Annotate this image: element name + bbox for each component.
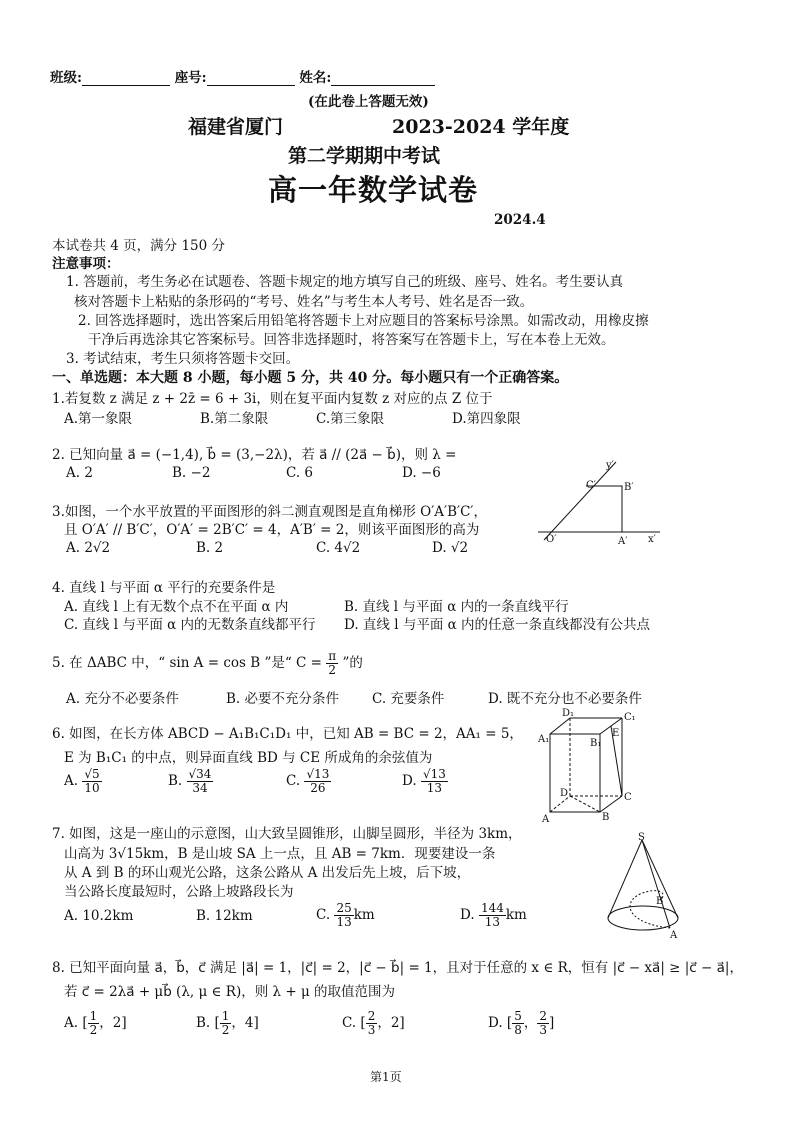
q7-option-d bbox=[460, 902, 527, 929]
q8-stem-2: 若 c⃗ = 2λa⃗ + μb⃗ (λ, μ ∈ R)，则 λ + μ 的取值范围为 bbox=[64, 984, 396, 1000]
q8-option-b bbox=[196, 1010, 259, 1037]
class-label: 班级: bbox=[50, 70, 82, 86]
q3-stem-1: 3.如图，一个水平放置的平面图形的斜二测直观图是直角梯形 O′A′B′C′， bbox=[52, 504, 487, 520]
q4-option-c: C. 直线 l 与平面 α 内的无数条直线都平行 bbox=[64, 617, 316, 633]
q7-cone-figure bbox=[600, 834, 690, 940]
q7-d-unit: km bbox=[505, 907, 527, 923]
q4-option-b: B. 直线 l 与平面 α 内的一条直线平行 bbox=[344, 599, 569, 615]
notes-heading: 注意事项： bbox=[52, 256, 120, 272]
q5-fraction bbox=[326, 650, 338, 677]
q3-label-y: y′ bbox=[606, 460, 614, 471]
q8-c-close: ，2] bbox=[377, 1015, 405, 1031]
note-3: 3. 考试结束，考生只须将答题卡交回。 bbox=[66, 351, 300, 367]
q6-label-d1: D₁ bbox=[562, 708, 575, 719]
q3-label-a: A′ bbox=[618, 536, 628, 547]
q6-d-den: 13 bbox=[426, 781, 443, 795]
answer-notice: (在此卷上答题无效) bbox=[308, 94, 429, 110]
q8-b-open: B. [ bbox=[196, 1015, 220, 1031]
q8-option-d bbox=[488, 1010, 554, 1037]
q6-c-den: 26 bbox=[310, 781, 326, 795]
q6-b-letter: B. bbox=[168, 773, 183, 789]
q8-a-open: A. [ bbox=[64, 1015, 88, 1031]
q4-option-a: A. 直线 l 上有无数个点不在平面 α 内 bbox=[64, 599, 289, 615]
q6-label-c1: C₁ bbox=[624, 712, 636, 723]
q7-c-letter: C. bbox=[316, 907, 331, 923]
q8-d-close: ] bbox=[548, 1015, 555, 1031]
q8-b-den: 2 bbox=[221, 1023, 230, 1037]
note-2a: 2. 回答选择题时，选出答案后用铅笔将答题卡上对应题目的答案标号涂黑。如需改动，用橡皮擦 bbox=[78, 313, 649, 329]
note-2b: 干净后再选涂其它答案标号。回答非选择题时，将答案写在答题卡上，写在本卷上无效。 bbox=[88, 332, 615, 348]
q2-option-a: A. 2 bbox=[66, 465, 93, 481]
q3-label-x: x′ bbox=[648, 534, 656, 545]
q4-stem: 4. 直线 l 与平面 α 平行的充要条件是 bbox=[52, 580, 276, 596]
q5-stem-post: ”的 bbox=[342, 655, 363, 671]
page-title: 高一年数学试卷 bbox=[268, 173, 479, 207]
q6-cuboid-figure bbox=[536, 706, 646, 826]
q7-stem-4: 当公路长度最短时，公路上坡路段长为 bbox=[64, 884, 294, 900]
exam-region: 福建省厦门 bbox=[188, 116, 284, 138]
q3-option-a: A. 2√2 bbox=[66, 540, 111, 556]
q3-option-b: B. 2 bbox=[196, 540, 224, 556]
q6-option-b bbox=[168, 768, 213, 795]
name-label: 姓名: bbox=[299, 70, 332, 86]
class-blank bbox=[82, 85, 170, 86]
q5-stem bbox=[52, 650, 363, 677]
q8-c-open: C. [ bbox=[342, 1015, 366, 1031]
q1-option-a: A.第一象限 bbox=[64, 411, 133, 427]
q5-option-b: B. 必要不充分条件 bbox=[226, 691, 340, 707]
q7-label-a: A bbox=[670, 930, 678, 941]
q8-d-den2: 3 bbox=[539, 1023, 547, 1037]
exam-year: 2023-2024 学年度 bbox=[392, 116, 570, 138]
q7-c-den: 13 bbox=[336, 915, 352, 929]
q8-d-num: 5 bbox=[514, 1009, 522, 1023]
q6-a-letter: A. bbox=[64, 773, 79, 789]
class-field bbox=[50, 66, 435, 86]
q1-option-d: D.第四象限 bbox=[452, 411, 521, 427]
q6-label-b1: B₁ bbox=[590, 738, 602, 749]
q6-b-num: √34 bbox=[188, 767, 212, 781]
note-1b: 核对答题卡上粘贴的条形码的“考号、姓名”与考生本人考号、姓名是否一致。 bbox=[74, 294, 534, 310]
q5-stem-pre: 5. 在 ΔABC 中，“ sin A = cos B ”是“ C = bbox=[52, 655, 322, 671]
q1-option-c: C.第三象限 bbox=[316, 411, 385, 427]
q6-d-letter: D. bbox=[402, 773, 417, 789]
q5-frac-den: 2 bbox=[328, 663, 337, 677]
q7-stem-1: 7. 如图，这是一座山的示意图，山大致呈圆锥形，山脚呈圆形，半径为 3km， bbox=[52, 826, 522, 842]
q8-stem-1: 8. 已知平面向量 a⃗，b⃗，c⃗ 满足 |a⃗| = 1，|c⃗| = 2，|c⃗ − b⃗| = 1，且对于任意的 x ∈ R，恒有 |c⃗ − xa⃗| ≥ |c⃗ − a⃗|， bbox=[52, 960, 743, 976]
page-number: 第1页 bbox=[370, 1070, 402, 1084]
q8-d-sep: ， bbox=[523, 1015, 538, 1031]
q6-a-num: √5 bbox=[84, 767, 100, 781]
q6-option-a bbox=[64, 768, 102, 795]
q4-option-d: D. 直线 l 与平面 α 内的任意一条直线都没有公共点 bbox=[344, 617, 651, 633]
q6-c-letter: C. bbox=[286, 773, 301, 789]
name-blank bbox=[331, 85, 435, 86]
q5-option-a: A. 充分不必要条件 bbox=[66, 691, 179, 707]
q8-d-open: D. [ bbox=[488, 1015, 513, 1031]
q7-d-letter: D. bbox=[460, 907, 475, 923]
q8-option-a bbox=[64, 1010, 127, 1037]
exam-name: 第二学期期中考试 bbox=[288, 145, 441, 167]
q6-c-num: √13 bbox=[306, 767, 330, 781]
q6-option-d bbox=[402, 768, 448, 795]
q7-c-unit: km bbox=[353, 907, 375, 923]
q6-label-d: D bbox=[560, 788, 569, 799]
q6-stem-1: 6. 如图，在长方体 ABCD − A₁B₁C₁D₁ 中，已知 AB = BC = 2，AA₁ = 5， bbox=[52, 726, 523, 742]
q6-b-den: 34 bbox=[192, 781, 208, 795]
q8-b-close: ，4] bbox=[231, 1015, 259, 1031]
q7-stem-3: 从 A 到 B 的环山观光公路，这条公路从 A 出发后先上坡，后下坡， bbox=[64, 865, 471, 881]
q8-a-den: 2 bbox=[89, 1023, 98, 1037]
page-count: 本试卷共 4 页，满分 150 分 bbox=[52, 238, 226, 254]
q6-label-b: B bbox=[602, 812, 610, 823]
q5-option-d: D. 既不充分也不必要条件 bbox=[488, 691, 642, 707]
q3-label-c: C′ bbox=[586, 480, 596, 491]
note-1a: 1. 答题前，考生务必在试题卷、答题卡规定的地方填写自己的班级、座号、姓名。考生要认真 bbox=[66, 274, 624, 290]
q3-option-d: D. √2 bbox=[432, 540, 469, 556]
q8-d-den: 8 bbox=[514, 1023, 522, 1037]
q8-d-num2: 2 bbox=[539, 1009, 547, 1023]
q5-frac-num: π bbox=[328, 649, 337, 663]
q1-option-b: B.第二象限 bbox=[200, 411, 269, 427]
q7-label-b: B bbox=[656, 896, 664, 907]
q6-d-num: √13 bbox=[422, 767, 446, 781]
q8-a-num: 1 bbox=[89, 1009, 98, 1023]
q7-label-s: S bbox=[638, 832, 645, 843]
q2-option-d: D. −6 bbox=[402, 465, 441, 481]
q3-stem-2: 且 O′A′ // B′C′，O′A′ = 2B′C′ = 4，A′B′ = 2，则该平面图形的高为 bbox=[64, 522, 480, 538]
q7-option-a: A. 10.2km bbox=[64, 908, 134, 924]
q6-a-den: 10 bbox=[84, 781, 100, 795]
q2-option-c: C. 6 bbox=[286, 465, 314, 481]
section-heading: 一、单选题：本大题 8 小题，每小题 5 分，共 40 分。每小题只有一个正确答案。 bbox=[52, 370, 569, 386]
q5-option-c: C. 充要条件 bbox=[372, 691, 445, 707]
q6-option-c bbox=[286, 768, 331, 795]
q3-option-c: C. 4√2 bbox=[316, 540, 361, 556]
q7-stem-2: 山高为 3√15km，B 是山坡 SA 上一点，且 AB = 7km．现要建设一条 bbox=[64, 846, 496, 862]
seat-label: 座号: bbox=[174, 70, 207, 86]
q7-option-b: B. 12km bbox=[196, 908, 253, 924]
q6-label-e: E bbox=[612, 728, 620, 739]
q6-label-a1: A₁ bbox=[538, 734, 550, 745]
q8-a-close: ，2] bbox=[99, 1015, 127, 1031]
q8-option-c bbox=[342, 1010, 405, 1037]
q7-d-num: 144 bbox=[480, 901, 504, 915]
q8-c-num: 2 bbox=[367, 1009, 376, 1023]
seat-blank bbox=[207, 85, 295, 86]
q6-stem-2: E 为 B₁C₁ 的中点，则异面直线 BD 与 CE 所成角的余弦值为 bbox=[64, 750, 433, 766]
q3-trapezoid-figure bbox=[536, 458, 666, 548]
q2-option-b: B. −2 bbox=[172, 465, 211, 481]
q7-d-den: 13 bbox=[484, 915, 501, 929]
q8-c-den: 3 bbox=[367, 1023, 376, 1037]
q1-stem: 1.若复数 z 满足 z + 2z̄ = 6 + 3i，则在复平面内复数 z 对应的点 Z 位于 bbox=[52, 391, 493, 407]
exam-date: 2024.4 bbox=[494, 212, 546, 228]
q3-label-b: B′ bbox=[624, 482, 634, 493]
q2-stem: 2. 已知向量 a⃗ = (−1,4), b⃗ = (3,−2λ)，若 a⃗ // (2a⃗ − b⃗)，则 λ = bbox=[52, 447, 457, 463]
q6-label-a: A bbox=[542, 814, 550, 825]
q7-option-c bbox=[316, 902, 375, 929]
q8-b-num: 1 bbox=[221, 1009, 230, 1023]
q6-label-c: C bbox=[624, 792, 632, 803]
q3-label-o: O′ bbox=[546, 534, 557, 545]
q7-c-num: 25 bbox=[336, 901, 352, 915]
